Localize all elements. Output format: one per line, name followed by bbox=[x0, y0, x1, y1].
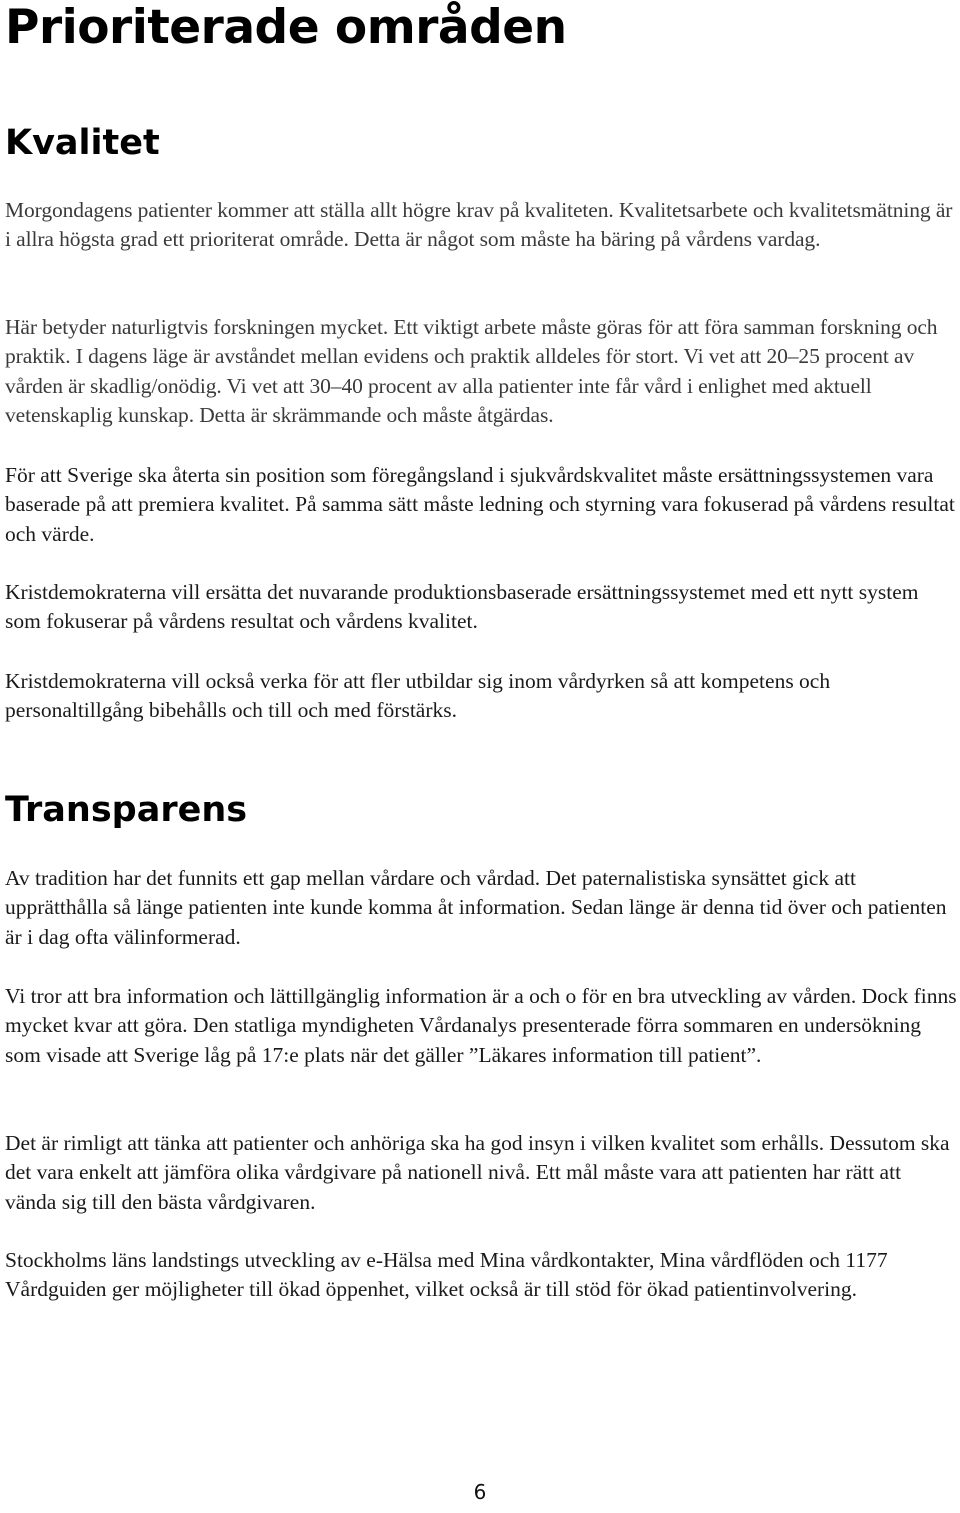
section-heading-transparens: Transparens bbox=[5, 790, 248, 830]
paragraph-kvalitet-1: Morgondagens patienter kommer att ställa allt högre krav på kvaliteten. Kvalitetsarbete och kvalitetsmätning är i allra högsta grad ett prioriterat område. Detta är något som måste ha bäring på vårdens vardag. bbox=[5, 198, 953, 252]
paragraph-transparens-2: Vi tror att bra information och lättillgänglig information är a och o för en bra utveckling av vården. Dock finns mycket kvar att göra. Den statliga myndigheten Vårdanalys presenterade förra sommaren en undersökning som visade att Sverige låg på 17:e plats när det gäller ”Läkares information till patient”. bbox=[5, 984, 957, 1067]
paragraph-transparens-1: Av tradition har det funnits ett gap mellan vårdare och vårdad. Det paternalistiska synsättet gick att upprätthålla så länge patienten inte kunde komma åt information. Sedan länge är denna tid över och patienten är i dag ofta välinformerad. bbox=[5, 866, 947, 949]
paragraph-kvalitet-3: För att Sverige ska återta sin position som föregångsland i sjukvårdskvalitet måste ersättningssystemen vara baserade på att premiera kvalitet. På samma sätt måste ledning och styrning vara fokuserad på vårdens resultat och värde. bbox=[5, 463, 955, 546]
paragraph-kvalitet-4: Kristdemokraterna vill ersätta det nuvarande produktionsbaserade ersättningssystemet med ett nytt system som fokuserar på vårdens resultat och vårdens kvalitet. bbox=[5, 580, 919, 634]
paragraph-kvalitet-2: Här betyder naturligtvis forskningen mycket. Ett viktigt arbete måste göras för att föra samman forskning och praktik. I dagens läge är avståndet mellan evidens och praktik alldeles för stort. Vi vet att 20–25 procent av vården är skadlig/onödig. Vi vet att 30–40 procent av alla patienter inte får vård i enlighet med aktuell vetenskaplig kunskap. Detta är skrämmande och måste åtgärdas. bbox=[5, 315, 938, 428]
paragraph-kvalitet-5: Kristdemokraterna vill också verka för att fler utbildar sig inom vårdyrken så att kompetens och personaltillgång bibehålls och till och med förstärks. bbox=[5, 669, 831, 723]
paragraph-transparens-4: Stockholms läns landstings utveckling av e-Hälsa med Mina vårdkontakter, Mina vårdflöden och 1177 Vårdguiden ger möjligheter till ökad öppenhet, vilket också är till stöd för ökad patientinvolvering. bbox=[5, 1248, 888, 1302]
page-title: Prioriterade områden bbox=[5, 0, 567, 55]
section-heading-kvalitet: Kvalitet bbox=[5, 123, 160, 163]
page-number: 6 bbox=[473, 1480, 487, 1504]
paragraph-transparens-3: Det är rimligt att tänka att patienter och anhöriga ska ha god insyn i vilken kvalitet som erhålls. Dessutom ska det vara enkelt att jämföra olika vårdgivare på nationell nivå. Ett mål måste vara att patienten har rätt att vända sig till den bästa vårdgivaren. bbox=[5, 1131, 950, 1214]
